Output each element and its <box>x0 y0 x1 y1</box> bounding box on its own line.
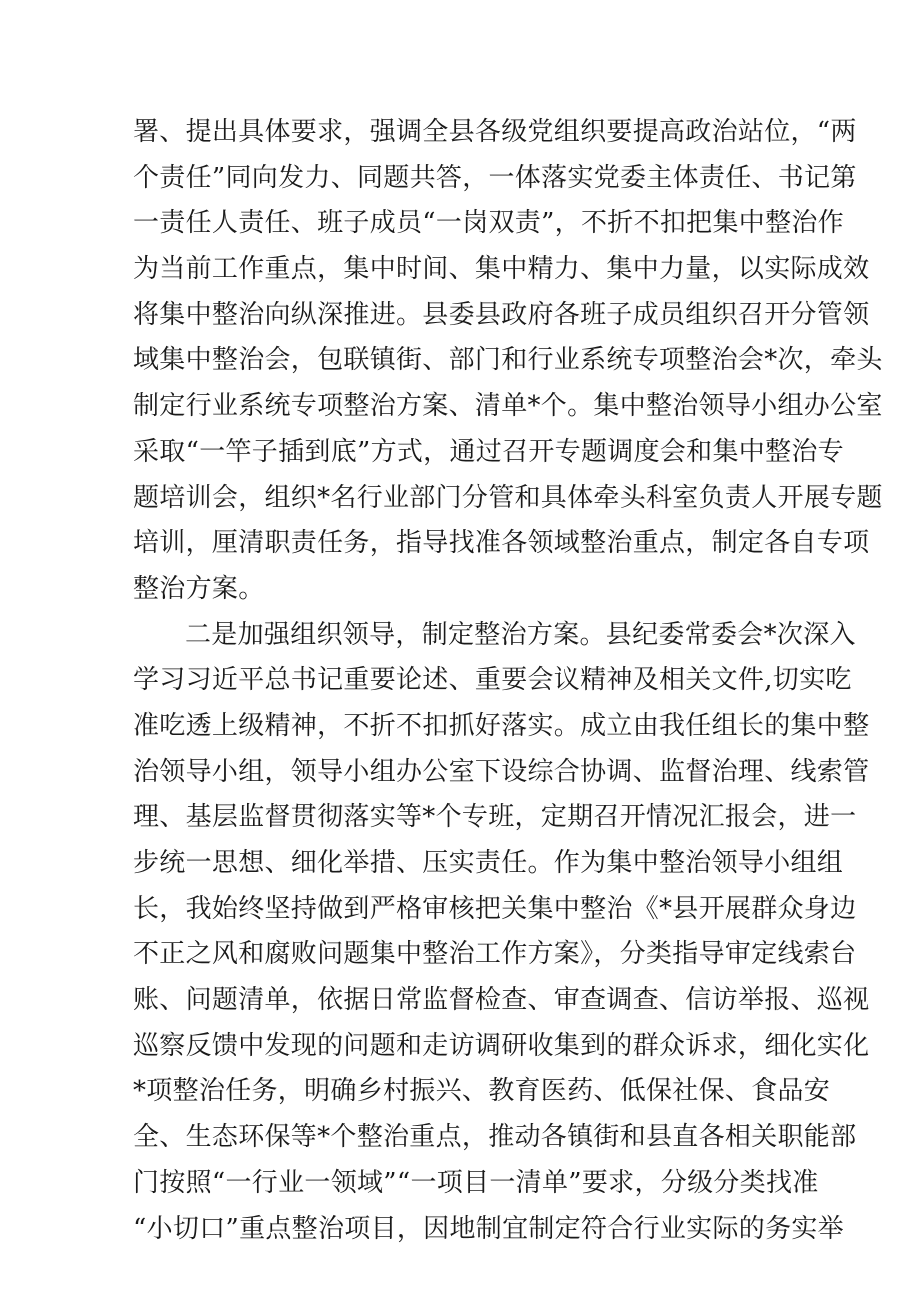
text-line: 步统一思想、细化举措、压实责任。作为集中整治领导小组组 <box>133 848 844 878</box>
text-line: 理、基层监督贯彻落实等*个专班，定期召开情况汇报会，进一 <box>133 802 857 833</box>
text-line: 巡察反馈中发现的问题和走访调研收集到的群众诉求，细化实化 <box>133 1030 870 1061</box>
text-line: “小切口”重点整治项目，因地制宜制定符合行业实际的务实举 <box>133 1213 844 1244</box>
paragraph-2 <box>133 613 870 1253</box>
text-line: *项整治任务，明确乡村振兴、教育医药、低保社保、食品安 <box>133 1076 831 1107</box>
text-line: 为当前工作重点，集中时间、集中精力、集中力量，以实际成效 <box>133 254 870 285</box>
document-body <box>133 110 883 1252</box>
text-line: 一责任人责任、班子成员“一岗双责”，不折不扣把集中整治作 <box>133 208 844 239</box>
text-line: 整治方案。 <box>133 573 265 604</box>
text-line: 个责任”同向发力、同题共答，一体落实党委主体责任、书记第 <box>133 162 857 193</box>
text-line: 将集中整治向纵深推进。县委县政府各班子成员组织召开分管领 <box>133 299 870 330</box>
text-line: 学习习近平总书记重要论述、重要会议精神及相关文件,切实吃 <box>133 665 852 696</box>
text-line: 准吃透上级精神，不折不扣抓好落实。成立由我任组长的集中整 <box>133 710 870 741</box>
text-line-first: 二是加强组织领导，制定整治方案。县纪委常委会*次深入 <box>185 619 856 650</box>
text-line: 治领导小组，领导小组办公室下设综合协调、监督治理、线索管 <box>133 756 870 787</box>
paragraph-1 <box>133 110 883 613</box>
text-line: 门按照“一行业一领域”“一项目一清单”要求，分级分类找准 <box>133 1167 819 1198</box>
text-line: 制定行业系统专项整治方案、清单*个。集中整治领导小组办公室 <box>133 391 883 422</box>
text-line: 培训，厘清职责任务，指导找准各领域整治重点，制定各自专项 <box>133 528 870 559</box>
text-line: 采取“一竿子插到底”方式，通过召开专题调度会和集中整治专 <box>133 436 844 467</box>
text-line: 账、问题清单，依据日常监督检查、审查调查、信访举报、巡视 <box>133 985 870 1016</box>
text-line: 题培训会，组织*名行业部门分管和具体牵头科室负责人开展专题 <box>133 482 883 513</box>
text-line: 全、生态环保等*个整治重点，推动各镇街和县直各相关职能部 <box>133 1122 857 1153</box>
text-line: 署、提出具体要求，强调全县各级党组织要提高政治站位，“两 <box>133 117 857 147</box>
text-line: 长，我始终坚持做到严格审核把关集中整治《*县开展群众身边 <box>133 893 857 924</box>
text-line: 不正之风和腐败问题集中整治工作方案》，分类指导审定线索台 <box>133 939 857 970</box>
text-line: 域集中整治会，包联镇街、部门和行业系统专项整治会*次，牵头 <box>133 345 883 376</box>
